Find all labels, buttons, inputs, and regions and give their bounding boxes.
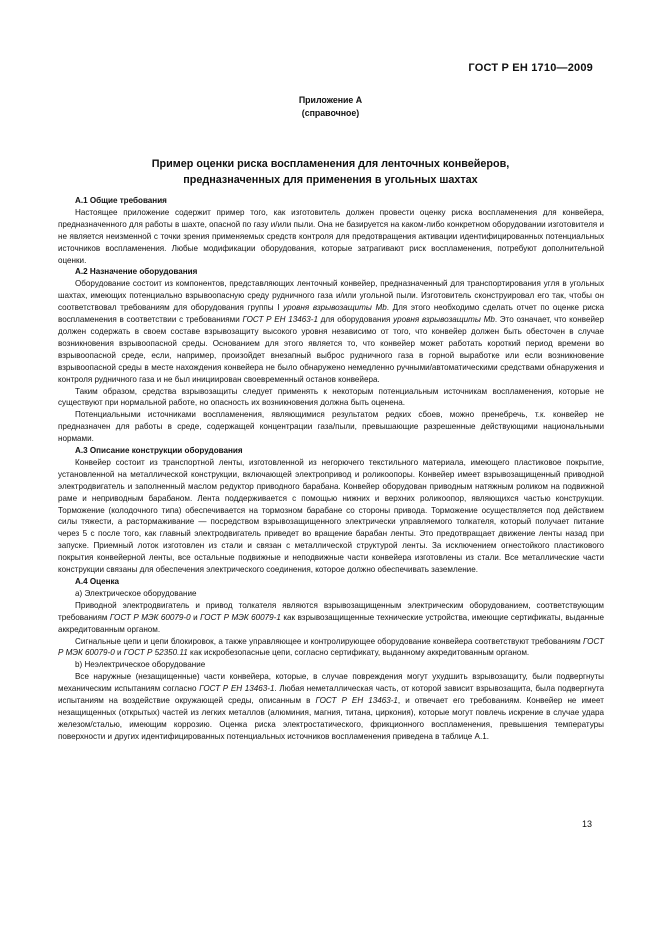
- reference: ГОСТ Р МЭК 60079-0: [58, 636, 604, 658]
- paragraph-a2-2: Таким образом, средства взрывозащиты следует применять к некоторым потенциальным источникам воспламенения, которые не существуют при нормальной работе, но опасность их возникновения должна быть оценена.: [58, 386, 604, 408]
- section-heading-a1: А.1 Общие требования: [75, 196, 167, 205]
- annex-label: Приложение А: [298, 95, 363, 105]
- list-item-b: b) Неэлектрическое оборудование: [75, 660, 206, 670]
- reference: уровня взрывозащиты Mb: [393, 315, 495, 325]
- paragraph-a3-1: Конвейер состоит из транспортной ленты, изготовленной из негорючего текстильного материала, имеющего пластиковое покрытие, установленной на металлической конструкции, включающей электропривод и роликоопоры. Конвейер имеет взрывозащищенный приводной электродвигатель и заполненный маслом редуктор приводного барабана. Конвейер оборудован приводным натяжным роликом на подвижной раме и неприводным барабаном. Лента поддерживается с помощью нижних и верхних роликоопор, являющихся частью конструкции. Торможение (колодочного типа) обеспечивается на тормозном барабане со стороны привода. Торможение осуществляется под действием силы тяжести, а растормаживание — посредством взрывозащищенного электрически управляемого толкателя, который получает питание через 5 с после того, как главный электродвигатель приведет во вращение барабан ленты. Это предотвращает движение ленты назад при запуске. Приемный лоток изготовлен из стали и связан с металлической структурой ленты. За исключением огнестойкого пластикового покрытия конвейерной ленты, все остальные подвижные и неподвижные части конвейера изготовлены из стали. Все металлические части конструкции связаны для обеспечения электрического соединения, которое должно обеспечивать заземление.: [58, 457, 604, 575]
- reference: ГОСТ Р 52350.11: [123, 648, 188, 658]
- reference: ГОСТ Р МЭК 60079-1: [200, 612, 281, 622]
- reference: ГОСТ Р ЕН 13463-1: [315, 696, 398, 706]
- reference: ГОСТ Р ЕН 13463-1: [199, 684, 275, 694]
- reference: уровня взрывозащиты Mb: [283, 303, 387, 313]
- paragraph-a1-1: Настоящее приложение содержит пример того, как изготовитель должен провести оценку риска воспламенения для конвейера, предназначенного для работы в шахте, опасной по газу и/или пыли. Она не базируется на каком-либо конкретном оборудовании изготовителя и не является неизменной с точки зрения применяемых средств контроля для предотвращения активации идентифицированных потенциальных источников воспламенения. Любые модификации оборудования, которые затрагивают риск воспламенения, потребуют дополнительной оценки.: [58, 207, 604, 265]
- section-heading-a3: А.3 Описание конструкции оборудования: [75, 446, 243, 456]
- annex-title: [0, 156, 661, 188]
- document-code: ГОСТ Р ЕН 1710—2009: [468, 62, 593, 74]
- paragraph-a2-1: Оборудование состоит из компонентов, представляющих ленточный конвейер, предназначенный для транспортирования угля в угольных шахтах, имеющих потенциально взрывоопасную среду рудничного газа и/или угольной пыли. Изготовитель сконструировал его так, чтобы он соответствовал требованиям для оборудования группы I уровня взрывозащиты Mb. Для этого необходимо сделать отчет по оценке риска воспламенения в соответствии с требованиями ГОСТ Р ЕН 13463-1 для оборудования уровня взрывозащиты Mb. Это означает, что конвейер должен содержать в своем составе взрывозащиту высокого уровня независимо от того, что конвейер должен быть обесточен в случае возникновения взрывоопасной среды. Основанием для этого является то, что конвейер может работать короткий период времени во взрывоопасной среде, если, например, произойдет внезапный выброс рудничного газа в горной выработке или если возникновение взрывоопасной среды в месте нахождения конвейера не было обнаружено немедленно ручными/автоматическими средствами обнаружения и контроля рудничного газа и не был инициирован своевременный останов конвейера.: [58, 279, 604, 384]
- paragraph-a2-3: Потенциальными источниками воспламенения, являющимися результатом редких сбоев, можно пренебречь, т.к. конвейер не предназначен для работы в среде, содержащей концентрации газа/пыли, превышающие разрешенные действующими национальными нормами.: [58, 410, 604, 444]
- paragraph-a4-3: Все наружные (незащищенные) части конвейера, которые, в случае повреждения могут ухудшить взрывозащиту, были подвергнуты механическим испытаниям согласно ГОСТ Р ЕН 13463-1. Любая неметаллическая часть, от которой зависит взрывозащита, была подвергнута испытаниям на воздействие окружающей среды, описанным в ГОСТ Р ЕН 13463-1, и отвечает его требованиям. Конвейер не имеет незащищенных (открытых) частей из легких металлов (алюминия, магния, титана, циркония), которые могут повлечь искрение в случае удара железом/сталью, имеющим коррозию. Оценка риска электростатического, фрикционного воспламенения, превышения температуры поверхности и других идентифицированных потенциальных источников воспламенения приведена в таблице А.1.: [58, 672, 604, 741]
- annex-type: (справочное): [301, 108, 360, 118]
- paragraph-a4-1: Приводной электродвигатель и привод толкателя являются взрывозащищенным электрическим оборудованием, соответствующим требованиям ГОСТ Р МЭК 60079-0 и ГОСТ Р МЭК 60079-1 как взрывозащищенные технические устройства, имеющие сертификаты, выданные аккредитованным органом.: [58, 600, 604, 634]
- annex-title-line-2: предназначенных для применения в угольных шахтах: [183, 174, 478, 186]
- list-item-a: а) Электрическое оборудование: [75, 588, 197, 598]
- document-body: [58, 195, 604, 743]
- annex-heading: [0, 94, 661, 120]
- reference: ГОСТ Р ЕН 13463-1: [242, 315, 318, 325]
- section-heading-a2: А.2 Назначение оборудования: [75, 267, 198, 277]
- annex-title-line-1: Пример оценки риска воспламенения для ленточных конвейеров,: [151, 158, 510, 170]
- section-heading-a4: А.4 Оценка: [75, 577, 120, 586]
- reference: ГОСТ Р МЭК 60079-0: [109, 612, 191, 622]
- paragraph-a4-2: Сигнальные цепи и цепи блокировок, а также управляющее и контролирующее оборудование конвейера соответствуют требованиям ГОСТ Р МЭК 60079-0 и ГОСТ Р 52350.11 как искробезопасные цепи, согласно сертификату, выданному аккредитованным органом.: [58, 636, 604, 658]
- page-number: 13: [581, 819, 592, 829]
